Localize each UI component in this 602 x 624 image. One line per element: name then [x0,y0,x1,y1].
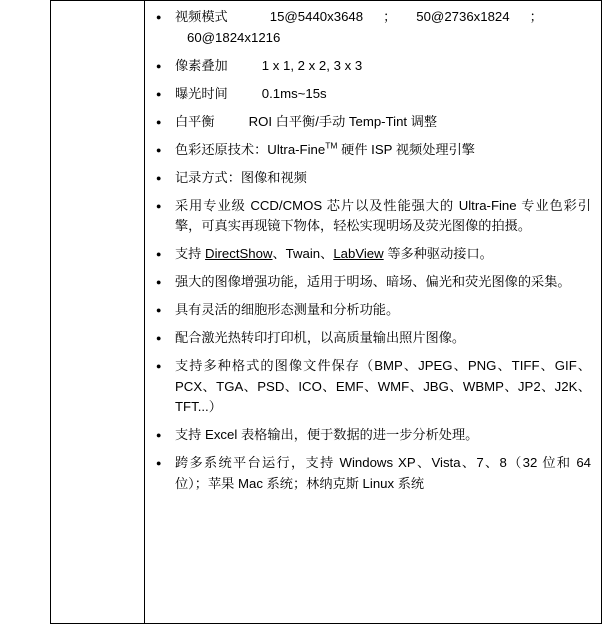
list-item-sensor-engine: ● 采用专业级 CCD/CMOS 芯片以及性能强大的 Ultra-Fine 专业色彩引擎，可真实再现镜下物体，轻松实现明场及荧光图像的拍摄。 [153,196,591,237]
driver-suffix: 等多种驱动接口。 [383,246,493,261]
video-mode-value-3: 60@1824x1216 [187,29,281,45]
list-item-driver-interfaces [153,244,591,265]
white-balance-label: 白平衡 [175,113,215,129]
spec-table-content-column [145,0,602,624]
video-mode-label: 视频模式 [175,9,228,24]
exposure-time-value: 0.1ms~15s [261,85,327,101]
video-mode-value-2: 50@2736x1824 [416,9,510,24]
video-mode-sep-1: ； [383,9,397,24]
spec-table-label-column [50,0,145,624]
pixel-binning-label: 像素叠加 [175,57,228,73]
pixel-binning-value: 1 x 1, 2 x 2, 3 x 3 [261,57,363,73]
color-restore-text-after: 硬件 ISP 视频处理引擎 [337,141,475,157]
video-mode-sep-2: ； [529,9,543,24]
list-item-excel-output: ● 支持 Excel 表格输出，便于数据的进一步分析处理。 [153,425,591,446]
driver-directshow: DirectShow [205,246,273,261]
spec-table [50,0,602,624]
list-item-record-mode: ● 记录方式：图像和视频 [153,168,591,189]
list-item-platforms: ● 跨多系统平台运行，支持 Windows XP、Vista、7、8（32 位和 64 位）；苹果 Mac 系统；林纳克斯 Linux 系统 [153,453,591,494]
list-item-image-enhancement: ● 强大的图像增强功能，适用于明场、暗场、偏光和荧光图像的采集。 [153,272,591,293]
color-restore-text-before: 色彩还原技术：Ultra-Fine [175,141,326,157]
exposure-time-label: 曝光时间 [175,85,228,101]
spec-list [153,7,591,494]
white-balance-value: ROI 白平衡/手动 Temp-Tint 调整 [248,113,438,129]
list-item-color-restore [153,140,591,161]
list-item-white-balance [153,112,591,133]
video-mode-value-1: 15@5440x3648 [269,9,364,24]
trademark-mark: TM [325,140,338,151]
list-item-file-formats: ● 支持多种格式的图像文件保存（BMP、JPEG、PNG、TIFF、GIF、PCX、TGA、PSD、ICO、EMF、WMF、JBG、WBMP、JP2、J2K、TFT...） [153,356,591,418]
list-item-exposure-time [153,84,591,105]
list-item-cell-morphology: ● 具有灵活的细胞形态测量和分析功能。 [153,300,591,321]
driver-prefix: 支持 [175,246,206,261]
list-item-video-mode [153,7,591,48]
driver-sep-1: 、Twain、 [272,246,334,261]
list-item-pixel-binning [153,56,591,77]
driver-labview: LabView [333,246,384,261]
list-item-thermal-printer: ● 配合激光热转印打印机，以高质量输出照片图像。 [153,328,591,349]
